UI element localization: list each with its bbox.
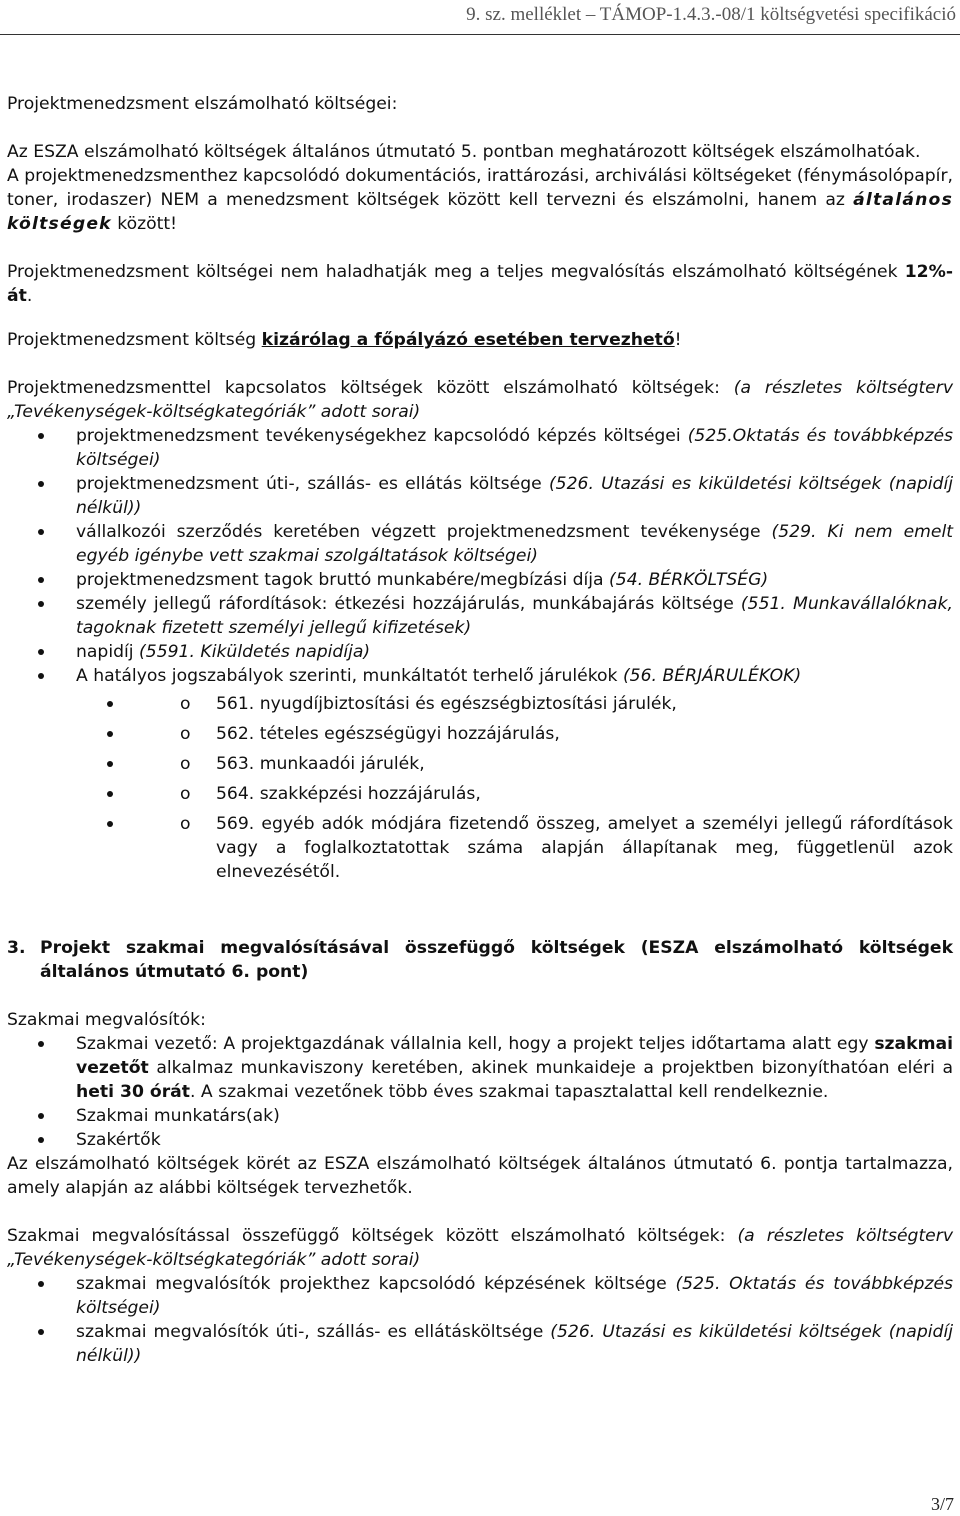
item-code: (526. Utazási es kiküldetési költségek (napidíj nélkül)) <box>76 1322 953 1366</box>
item-code: (526. Utazási es kiküldetési költségek (napidíj nélkül)) <box>76 474 953 518</box>
sublist-marker: o <box>180 784 191 804</box>
prof-cost-list <box>7 1272 953 1368</box>
list-item <box>7 424 953 472</box>
text-run: Projektmenedzsmenttel kapcsolatos költségek között elszámolható költségek: <box>7 378 734 398</box>
emphasis-general-costs: általános költségek <box>7 190 953 234</box>
emphasis-main-applicant: kizárólag a főpályázó esetében tervezhető <box>261 330 675 350</box>
sublist-text: 562. tételes egészségügyi hozzájárulás, <box>216 724 560 744</box>
list-item <box>7 568 953 592</box>
item-text: projektmenedzsment tevékenységekhez kapcsolódó képzés költségei <box>76 426 688 446</box>
text-run: Szakmai megvalósítással összefüggő költségek között elszámolható költségek: <box>7 1226 738 1246</box>
page-number: 3/7 <box>930 1494 954 1514</box>
sublist-text: 564. szakképzési hozzájárulás, <box>216 784 481 804</box>
list-item <box>7 1272 953 1320</box>
emphasis-professional-leader: szakmai vezetőt <box>76 1034 953 1078</box>
sublist-text: 563. munkaadói járulék, <box>216 754 425 774</box>
item-code: (551. Munkavállalóknak, tagoknak fizetett személyi jellegű kifizetések) <box>76 594 953 638</box>
item-text: személy jellegű ráfordítások: étkezési hozzájárulás, munkábajárás költsége <box>76 594 741 614</box>
italic-note: (a részletes költségterv „Tevékenységek-költségkategóriák” adott sorai) <box>7 378 953 422</box>
item-text: szakmai megvalósítók úti-, szállás- es ellátásköltsége <box>76 1322 551 1342</box>
sublist-item <box>76 812 953 884</box>
item-code: (54. BÉRKÖLTSÉG) <box>609 570 769 590</box>
implementers-list <box>7 1032 953 1152</box>
item-text: szakmai megvalósítók projekthez kapcsolódó képzésének költsége <box>76 1274 676 1294</box>
text-run: Projektmenedzsment költség <box>7 330 262 350</box>
item-text: projektmenedzsment tagok bruttó munkabére/megbízási díja <box>76 570 610 590</box>
paragraph-esza-6: Az elszámolható költségek körét az ESZA elszámolható költségek általános útmutató 6. pontja tartalmazza, amely alapján az alábbi költségek tervezhetők. <box>7 1154 953 1198</box>
paragraph-main-applicant <box>7 328 953 352</box>
italic-note: (a részletes költségterv „Tevékenységek-költségkategóriák” adott sorai) <box>7 1226 953 1270</box>
item-code: (525.Oktatás és továbbképzés költségei) <box>76 426 953 470</box>
sublist-text: 561. nyugdíjbiztosítási és egészségbiztosítási járulék, <box>216 694 677 714</box>
sublist-marker: o <box>180 724 191 744</box>
sublist-marker: o <box>180 754 191 774</box>
sublist-text: 569. egyéb adók módjára fizetendő összeg, amelyet a személyi jellegű ráfordítások vagy a foglalkoztatottak száma alapján állapítanak meg, függetlenül azok elnevezésétől. <box>216 814 953 882</box>
item-text: A hatályos jogszabályok szerinti, munkáltatót terhelő járulékok <box>76 666 623 686</box>
paragraph-esza-ref: Az ESZA elszámolható költségek általános útmutató 5. pontban meghatározott költségek elszámolhatóak. <box>7 142 921 162</box>
text-run: . A szakmai vezetőnek több éves szakmai tapasztalattal kell rendelkeznie. <box>190 1082 829 1102</box>
document-body <box>7 92 953 1368</box>
section-gap <box>7 890 953 936</box>
header-rule <box>0 34 960 35</box>
item-text: vállalkozói szerződés keretében végzett projektmenedzsment tevékenysége <box>76 522 772 542</box>
item-code: (529. Ki nem emelt egyéb igénybe vett szakmai szolgáltatások költségei) <box>76 522 954 566</box>
text-run: Szakmai vezető: A projektgazdának vállalnia kell, hogy a projekt teljes időtartama alatt egy <box>76 1034 875 1054</box>
item-code: (5591. Kiküldetés napidíja) <box>139 642 371 662</box>
emphasis-30-hours: heti 30 órát <box>76 1082 190 1102</box>
contribution-sublist <box>76 692 953 884</box>
sublist-item <box>76 752 953 776</box>
sublist-item <box>76 782 953 806</box>
list-item <box>7 664 953 884</box>
text-run: . <box>26 286 33 306</box>
text-run: ! <box>674 330 682 350</box>
list-item <box>7 592 953 640</box>
pm-cost-list <box>7 424 953 884</box>
paragraph-eligible-costs-prof <box>7 1224 953 1272</box>
sublist-item <box>76 692 953 716</box>
list-item: Szakmai munkatárs(ak) <box>7 1104 953 1128</box>
text-run: Projektmenedzsment költségei nem haladhatják meg a teljes megvalósítás elszámolható költségének <box>7 262 905 282</box>
list-item: Szakértők <box>7 1128 953 1152</box>
text-run: alkalmaz munkaviszony keretében, akinek munkaideje a projektben bizonyíthatóan eléri a <box>148 1058 953 1078</box>
paragraph-12-percent <box>7 260 953 308</box>
heading-text: Projekt szakmai megvalósításával összefüggő költségek (ESZA elszámolható költségek általános útmutató 6. pont) <box>40 938 953 982</box>
text-run: A projektmenedzsmenthez kapcsolódó dokumentációs, irattározási, archiválási költségeket (fénymásolópapír, toner, irodaszer) NEM a menedzsment költségek között kell tervezni és elszámolni, hanem az <box>7 166 953 210</box>
list-item <box>7 472 953 520</box>
paragraph-documentation-costs <box>7 164 953 236</box>
label-professional-implementers: Szakmai megvalósítók: <box>7 1010 206 1030</box>
item-text: projektmenedzsment úti-, szállás- es ellátás költsége <box>76 474 549 494</box>
item-text: napidíj <box>76 642 140 662</box>
sublist-marker: o <box>180 694 191 714</box>
list-item <box>7 1320 953 1368</box>
section-heading-3 <box>7 936 953 984</box>
sublist-item <box>76 722 953 746</box>
list-item <box>7 520 953 568</box>
item-code: (525. Oktatás és továbbképzés költségei) <box>76 1274 953 1318</box>
page-header: 9. sz. melléklet – TÁMOP-1.4.3.-08/1 költségvetési specifikáció <box>466 4 956 25</box>
item-code: (56. BÉRJÁRULÉKOK) <box>622 666 802 686</box>
section-title-pm: Projektmenedzsment elszámolható költségei: <box>7 94 398 114</box>
paragraph-eligible-costs-pm <box>7 376 953 424</box>
heading-number: 3. <box>7 938 26 958</box>
list-item <box>7 1032 953 1104</box>
text-run: között! <box>111 214 178 234</box>
list-item <box>7 640 953 664</box>
sublist-marker: o <box>180 814 191 834</box>
emphasis-12-percent: 12%-át <box>7 262 953 306</box>
